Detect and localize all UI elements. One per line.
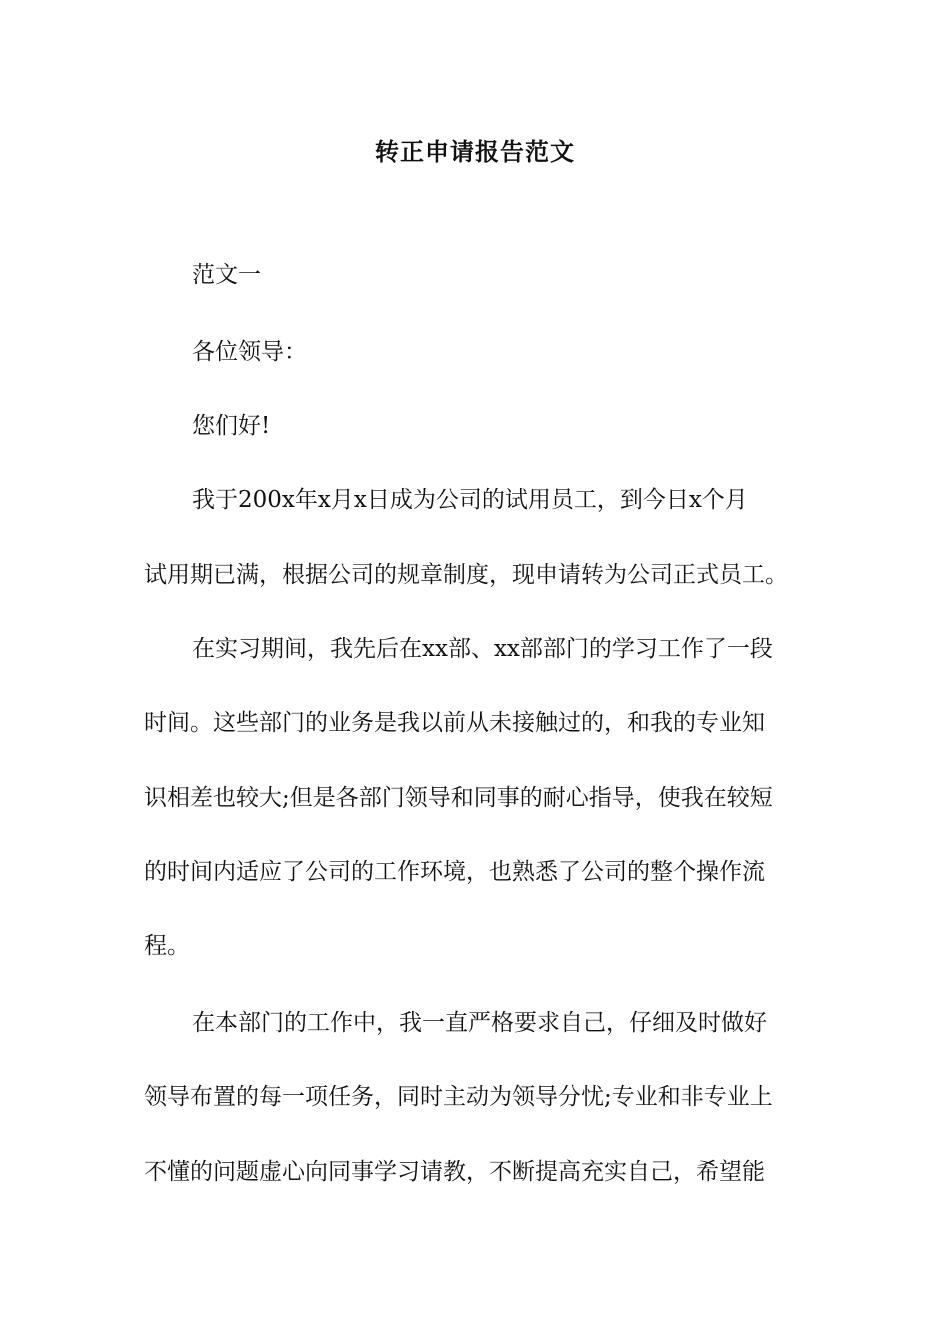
paragraph-3-line-1: 在本部门的工作中，我一直严格要求自己，仔细及时做好 <box>192 1010 767 1036</box>
paragraph-2-line-5: 程。 <box>144 933 190 959</box>
salutation: 各位领导： <box>192 339 307 365</box>
section-heading: 范文一 <box>192 262 261 288</box>
greeting: 您们好! <box>192 413 271 439</box>
paragraph-3-line-2: 领导布置的每一项任务，同时主动为领导分忧;专业和非专业上 <box>144 1084 773 1110</box>
paragraph-2-line-1: 在实习期间，我先后在xx部、xx部部门的学习工作了一段 <box>192 636 773 662</box>
paragraph-1-line-2: 试用期已满，根据公司的规章制度，现申请转为公司正式员工。 <box>144 562 788 588</box>
paragraph-2-line-4: 的时间内适应了公司的工作环境，也熟悉了公司的整个操作流 <box>144 859 765 885</box>
paragraph-3-line-3: 不懂的问题虚心向同事学习请教，不断提高充实自己，希望能 <box>144 1159 765 1185</box>
document-title: 转正申请报告范文 <box>375 137 575 166</box>
paragraph-2-line-3: 识相差也较大;但是各部门领导和同事的耐心指导，使我在较短 <box>144 785 773 811</box>
paragraph-2-line-2: 时间。这些部门的业务是我以前从未接触过的，和我的专业知 <box>144 710 765 736</box>
paragraph-1-line-1: 我于200x年x月x日成为公司的试用员工，到今日x个月 <box>192 487 748 513</box>
